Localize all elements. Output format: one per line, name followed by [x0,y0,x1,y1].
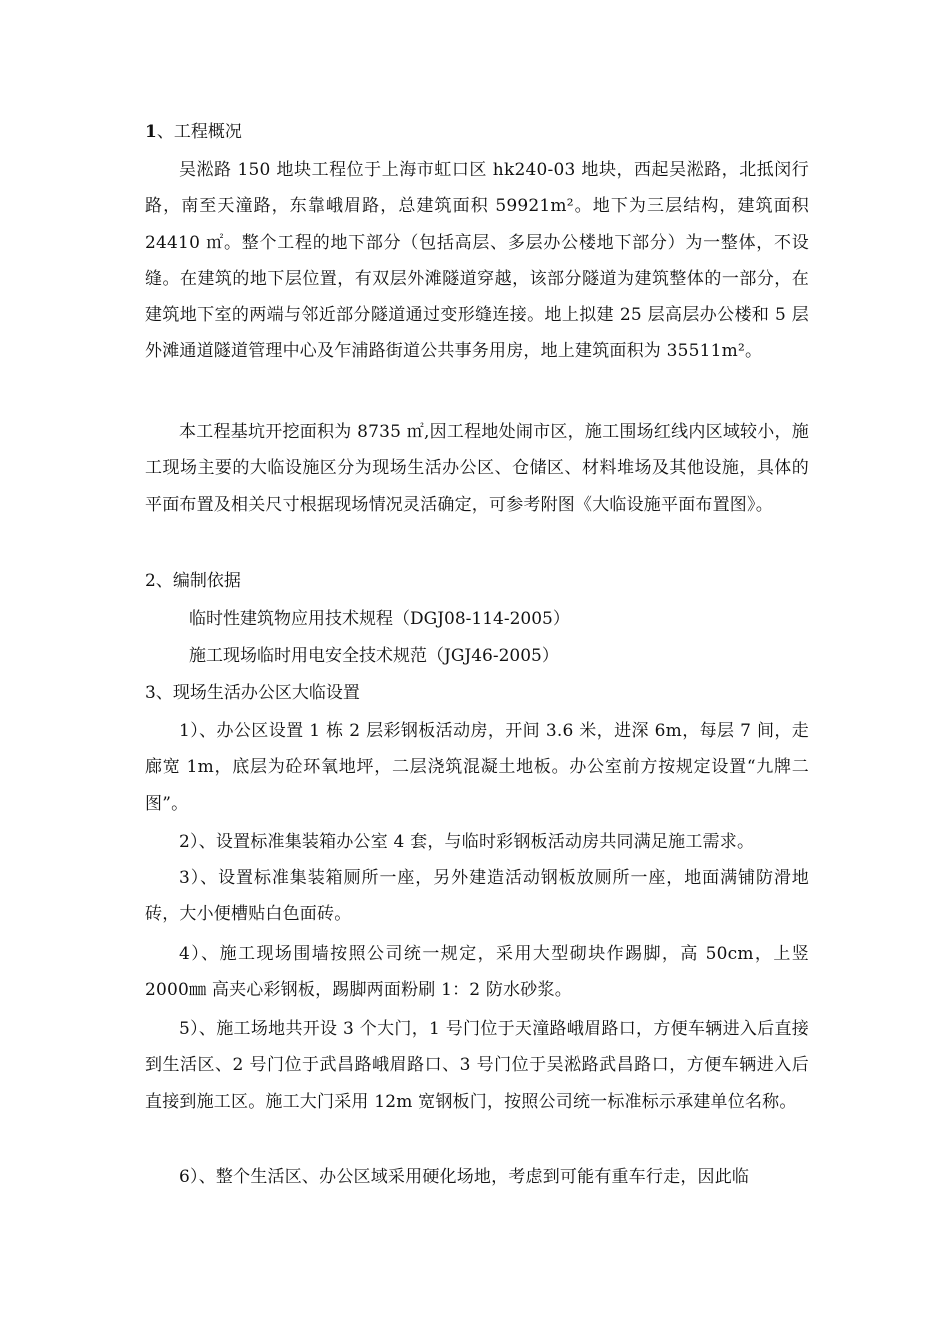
section-3-item-6: 6）、整个生活区、办公区域采用硬化场地，考虑到可能有重车行走，因此临 [179,1167,750,1187]
section-3-item-1: 1）、办公区设置 1 栋 2 层彩钢板活动房，开间 3.6 米，进深 6m，每层 7 间，走廊宽 1m，底层为砼环氧地坪，二层浇筑混凝土地板。办公室前方按规定设置“九牌二图”。 [145,721,809,814]
section-2-item: 临时性建筑物应用技术规程（DGJ08-114-2005） [189,609,570,629]
section-1-paragraph-overview: 吴淞路 150 地块工程位于上海市虹口区 hk240-03 地块，西起吴淞路，北抵闵行路，南至天潼路，东靠峨眉路，总建筑面积 59921m²。地下为三层结构，建筑面积 24410 ㎡。整个工程的地下部分（包括高层、多层办公楼地下部分）为一整体，不设缝。在建筑的地下层位置，有双层外滩隧道穿越，该部分隧道为建筑整体的一部分，在建筑地下室的两端与邻近部分隧道通过变形缝连接。地上拟建 25 层高层办公楼和 5 层外滩通道隧道管理中心及乍浦路街道公共事务用房，地上建筑面积为 35511m²。 [145,160,809,362]
section-1-title: 、工程概况 [156,122,242,142]
section-2-heading: 2、编制依据 [145,571,241,591]
section-1-paragraph-layout: 本工程基坑开挖面积为 8735 ㎡,因工程地处闹市区，施工围场红线内区域较小，施工现场主要的大临设施区分为现场生活办公区、仓储区、材料堆场及其他设施，具体的平面布置及相关尺寸根据现场情况灵活确定，可参考附图《大临设施平面布置图》。 [145,422,809,515]
section-3-item-4: 4）、施工现场围墙按照公司统一规定，采用大型砌块作踢脚，高 50cm，上竖 2000㎜ 高夹心彩钢板，踢脚两面粉刷 1：2 防水砂浆。 [145,944,809,1001]
section-1-heading [145,114,242,150]
section-2-item: 施工现场临时用电安全技术规范（JGJ46-2005） [189,646,559,666]
section-3-item-3: 3）、设置标准集装箱厕所一座，另外建造活动钢板放厕所一座，地面满铺防滑地砖，大小便槽贴白色面砖。 [145,868,809,925]
section-3-heading: 3、现场生活办公区大临设置 [145,683,360,703]
section-3-item-2: 2）、设置标准集装箱办公室 4 套，与临时彩钢板活动房共同满足施工需求。 [179,832,755,852]
section-3-item-5: 5）、施工场地共开设 3 个大门，1 号门位于天潼路峨眉路口，方便车辆进入后直接到生活区、2 号门位于武昌路峨眉路口、3 号门位于吴淞路武昌路口，方便车辆进入后直接到施工区。施工大门采用 12m 宽钢板门，按照公司统一标准标示承建单位名称。 [145,1019,809,1112]
section-1-number: 1 [145,122,157,142]
